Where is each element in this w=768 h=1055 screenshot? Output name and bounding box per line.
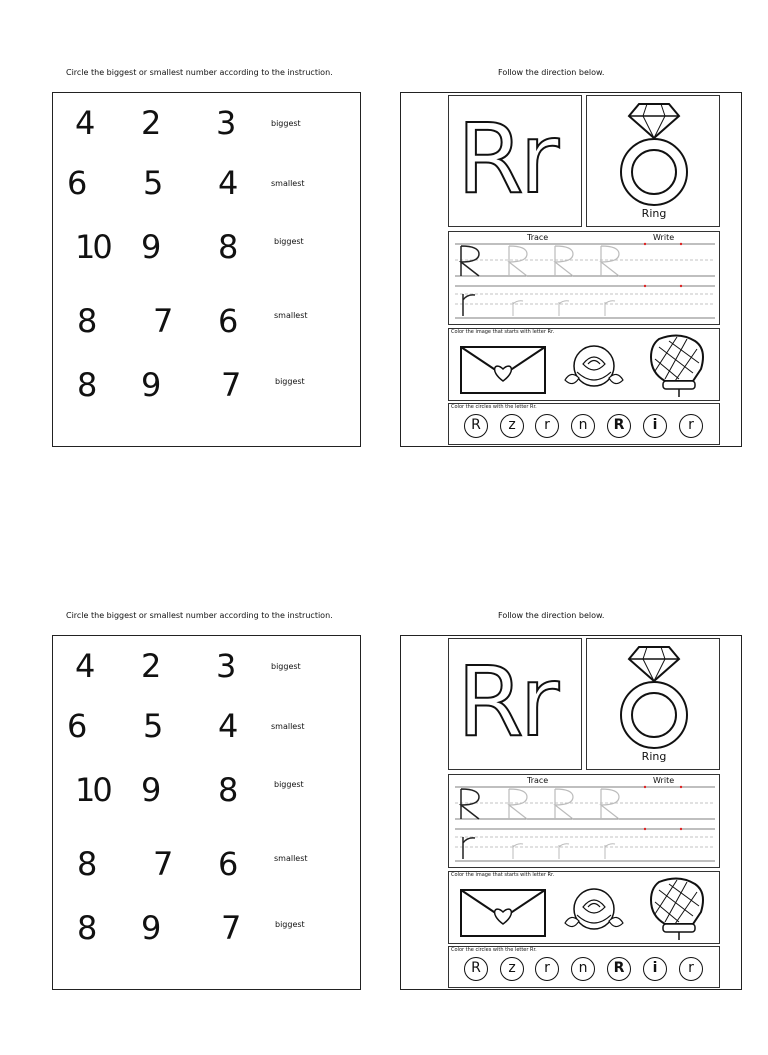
picture-panel xyxy=(586,638,720,770)
numbers-instruction: Circle the biggest or smallest number according to the instruction. xyxy=(66,68,333,77)
handwriting-lines[interactable] xyxy=(449,775,721,869)
number[interactable]: 9 xyxy=(141,228,162,266)
number[interactable]: 6 xyxy=(218,302,239,340)
number-row xyxy=(53,302,362,355)
envelope-icon[interactable] xyxy=(459,888,549,940)
oven-mitt-icon[interactable] xyxy=(645,876,709,942)
number[interactable]: 8 xyxy=(218,771,239,809)
number[interactable]: 4 xyxy=(218,707,239,745)
color-circles-panel xyxy=(448,946,720,988)
number-row xyxy=(53,647,362,700)
row-instruction: biggest xyxy=(275,920,305,929)
letter-outline: Rr xyxy=(457,646,556,758)
picture-word: Ring xyxy=(641,750,667,763)
number-row xyxy=(53,909,362,962)
number[interactable]: 7 xyxy=(221,909,242,947)
letter-panel xyxy=(448,638,582,770)
letter-circle[interactable]: r xyxy=(535,414,559,438)
color-circles-instruction: Color the circles with the letter Rr. xyxy=(451,404,537,410)
number[interactable]: 6 xyxy=(67,707,88,745)
letter-circle[interactable]: z xyxy=(500,414,524,438)
trace-label: Trace xyxy=(527,776,549,785)
number[interactable]: 9 xyxy=(141,366,162,404)
number[interactable]: 4 xyxy=(218,164,239,202)
letter-panel xyxy=(448,95,582,227)
number[interactable]: 4 xyxy=(75,104,96,142)
letter-circle[interactable]: i xyxy=(643,414,667,438)
number[interactable]: 8 xyxy=(77,845,98,883)
letter-box xyxy=(400,92,742,447)
letter-instruction: Follow the direction below. xyxy=(498,611,605,620)
letter-circle[interactable]: R xyxy=(464,957,488,981)
color-image-instruction: Color the image that starts with letter Rr. xyxy=(451,872,555,878)
write-label: Write xyxy=(653,233,675,242)
number[interactable]: 5 xyxy=(143,164,164,202)
number[interactable]: 8 xyxy=(77,366,98,404)
ring-icon xyxy=(587,639,721,751)
letter-circle[interactable]: z xyxy=(500,957,524,981)
letter-circle[interactable]: i xyxy=(643,957,667,981)
row-instruction: smallest xyxy=(271,722,305,731)
number[interactable]: 9 xyxy=(141,771,162,809)
color-image-panel xyxy=(448,871,720,944)
number[interactable]: 7 xyxy=(153,845,174,883)
numbers-instruction: Circle the biggest or smallest number according to the instruction. xyxy=(66,611,333,620)
picture-panel xyxy=(586,95,720,227)
letter-circle[interactable]: R xyxy=(607,957,631,981)
rose-icon[interactable] xyxy=(561,340,627,400)
number[interactable]: 4 xyxy=(75,647,96,685)
letter-circle[interactable]: R xyxy=(607,414,631,438)
number[interactable]: 7 xyxy=(221,366,242,404)
number[interactable]: 6 xyxy=(67,164,88,202)
number-row xyxy=(53,366,362,419)
handwriting-lines[interactable] xyxy=(449,232,721,326)
number-row xyxy=(53,771,362,824)
row-instruction: biggest xyxy=(274,237,304,246)
row-instruction: biggest xyxy=(274,780,304,789)
trace-panel xyxy=(448,231,720,325)
number[interactable]: 8 xyxy=(218,228,239,266)
number[interactable]: 5 xyxy=(143,707,164,745)
number[interactable]: 7 xyxy=(153,302,174,340)
color-circles-panel xyxy=(448,403,720,445)
number[interactable]: 2 xyxy=(141,104,162,142)
row-instruction: smallest xyxy=(274,854,308,863)
worksheet-top xyxy=(0,0,768,512)
letter-outline: Rr xyxy=(457,103,556,215)
write-label: Write xyxy=(653,776,675,785)
worksheet-bottom xyxy=(0,543,768,1055)
row-instruction: biggest xyxy=(271,662,301,671)
letter-circle[interactable]: r xyxy=(679,957,703,981)
trace-panel xyxy=(448,774,720,868)
trace-label: Trace xyxy=(527,233,549,242)
numbers-box xyxy=(52,635,361,990)
letter-instruction: Follow the direction below. xyxy=(498,68,605,77)
letter-circle[interactable]: r xyxy=(679,414,703,438)
number[interactable]: 3 xyxy=(216,647,237,685)
color-image-panel xyxy=(448,328,720,401)
number-row xyxy=(53,164,362,217)
envelope-icon[interactable] xyxy=(459,345,549,397)
letter-circle[interactable]: r xyxy=(535,957,559,981)
number[interactable]: 6 xyxy=(218,845,239,883)
number-row xyxy=(53,104,362,157)
letter-circle[interactable]: n xyxy=(571,414,595,438)
number[interactable]: 8 xyxy=(77,302,98,340)
number[interactable]: 3 xyxy=(216,104,237,142)
letter-circle[interactable]: n xyxy=(571,957,595,981)
number[interactable]: 9 xyxy=(141,909,162,947)
number[interactable]: 10 xyxy=(75,228,110,266)
letter-circle[interactable]: R xyxy=(464,414,488,438)
color-image-instruction: Color the image that starts with letter Rr. xyxy=(451,329,555,335)
rose-icon[interactable] xyxy=(561,883,627,943)
oven-mitt-icon[interactable] xyxy=(645,333,709,399)
color-circles-instruction: Color the circles with the letter Rr. xyxy=(451,947,537,953)
number-row xyxy=(53,228,362,281)
ring-icon xyxy=(587,96,721,208)
row-instruction: smallest xyxy=(271,179,305,188)
number-row xyxy=(53,845,362,898)
numbers-box xyxy=(52,92,361,447)
row-instruction: biggest xyxy=(275,377,305,386)
number[interactable]: 2 xyxy=(141,647,162,685)
number[interactable]: 8 xyxy=(77,909,98,947)
number-row xyxy=(53,707,362,760)
row-instruction: biggest xyxy=(271,119,301,128)
number[interactable]: 10 xyxy=(75,771,110,809)
row-instruction: smallest xyxy=(274,311,308,320)
letter-box xyxy=(400,635,742,990)
picture-word: Ring xyxy=(641,207,667,220)
